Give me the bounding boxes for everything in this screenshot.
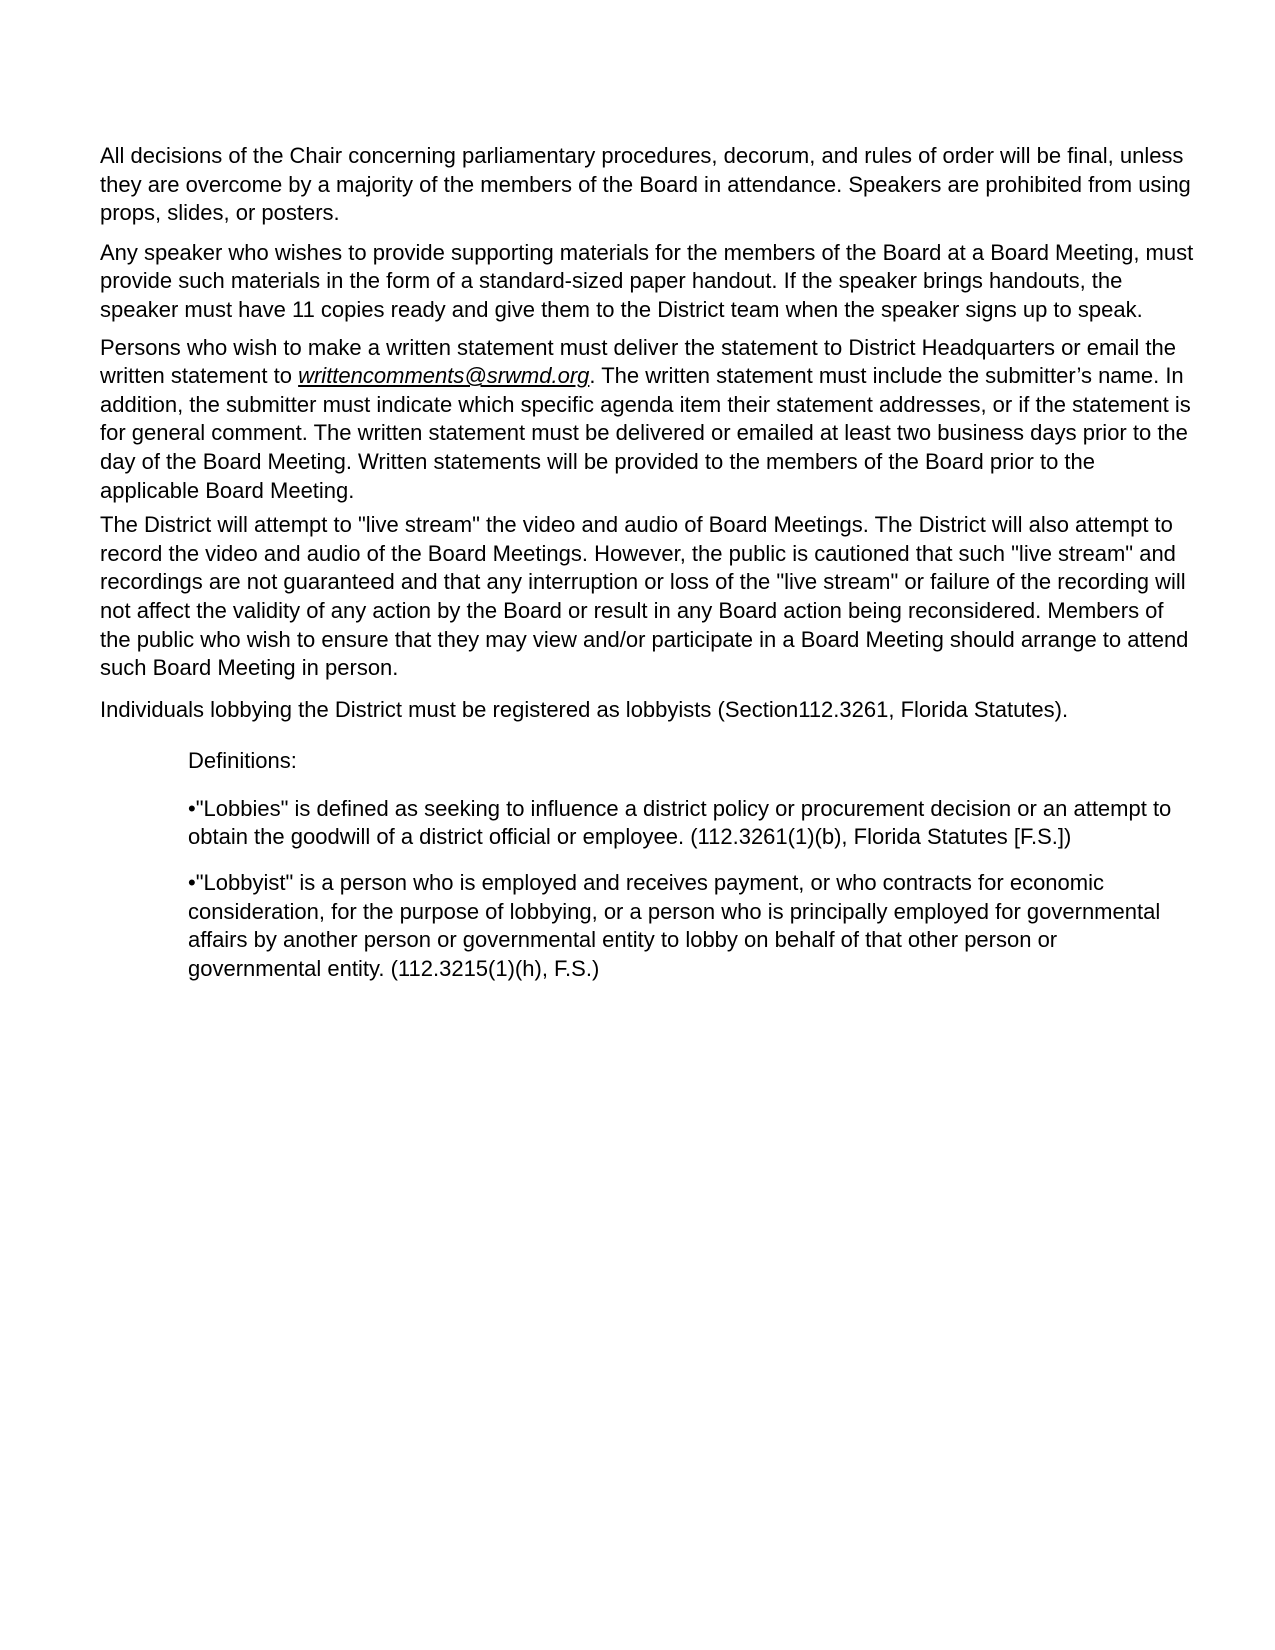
- paragraph-live-stream: The District will attempt to "live stream" the video and audio of Board Meetings. The District will also attempt to record the video and audio of the Board Meetings. However, the public is cautioned that such "live stream" and recordings are not guaranteed and that any interruption or loss of the "live stream" or failure of the recording will not affect the validity of any action by the Board or result in any Board action being reconsidered. Members of the public who wish to ensure that they may view and/or participate in a Board Meeting should arrange to attend such Board Meeting in person.: [100, 512, 1189, 681]
- paragraph-written-statement: [100, 334, 1195, 506]
- definitions-heading: Definitions:: [188, 748, 297, 774]
- definition-lobbies-bullet: •"Lobbies" is defined as seeking to influence a district policy or procurement decision or an attempt to obtain the goodwill of a district official or employee. (112.3261(1)(b), Florida Statutes [F.S.]): [188, 795, 1172, 850]
- written-statement-text-before-email: Persons who wish to make a written statement must deliver the statement to District Headquarters or email the written statement to: [100, 334, 1177, 389]
- written-statement-text-after-email: . The written statement must include the submitter’s name. In addition, the submitter must indicate which specific agenda item their statement addresses, or if the statement is for general comment. The written statement must be delivered or emailed at least two business days prior to the day of the Board Meeting. Written statements will be provided to the members of the Board prior to the applicable Board Meeting.: [100, 363, 1191, 503]
- paragraph-chair-rules: All decisions of the Chair concerning parliamentary procedures, decorum, and rules of order will be final, unless they are overcome by a majority of the members of the Board in attendance. Speakers are prohibited from using props, slides, or posters.: [100, 143, 1191, 226]
- definition-lobbyist-bullet: •"Lobbyist" is a person who is employed and receives payment, or who contracts for economic consideration, for the purpose of lobbying, or a person who is principally employed for governmental affairs by another person or governmental entity to lobby on behalf of that other person or governmental entity. (112.3215(1)(h), F.S.): [188, 870, 1161, 981]
- written-comments-email-link[interactable]: writtencomments@srwmd.org: [298, 363, 590, 389]
- paragraph-supporting-materials: Any speaker who wishes to provide supporting materials for the members of the Board at a Board Meeting, must provide such materials in the form of a standard-sized paper handout. If the speaker brings handouts, the speaker must have 11 copies ready and give them to the District team when the speaker signs up to speak.: [100, 239, 1194, 322]
- paragraph-lobbyist-registration: Individuals lobbying the District must be registered as lobbyists (Section112.3261, Florida Statutes).: [100, 696, 1069, 722]
